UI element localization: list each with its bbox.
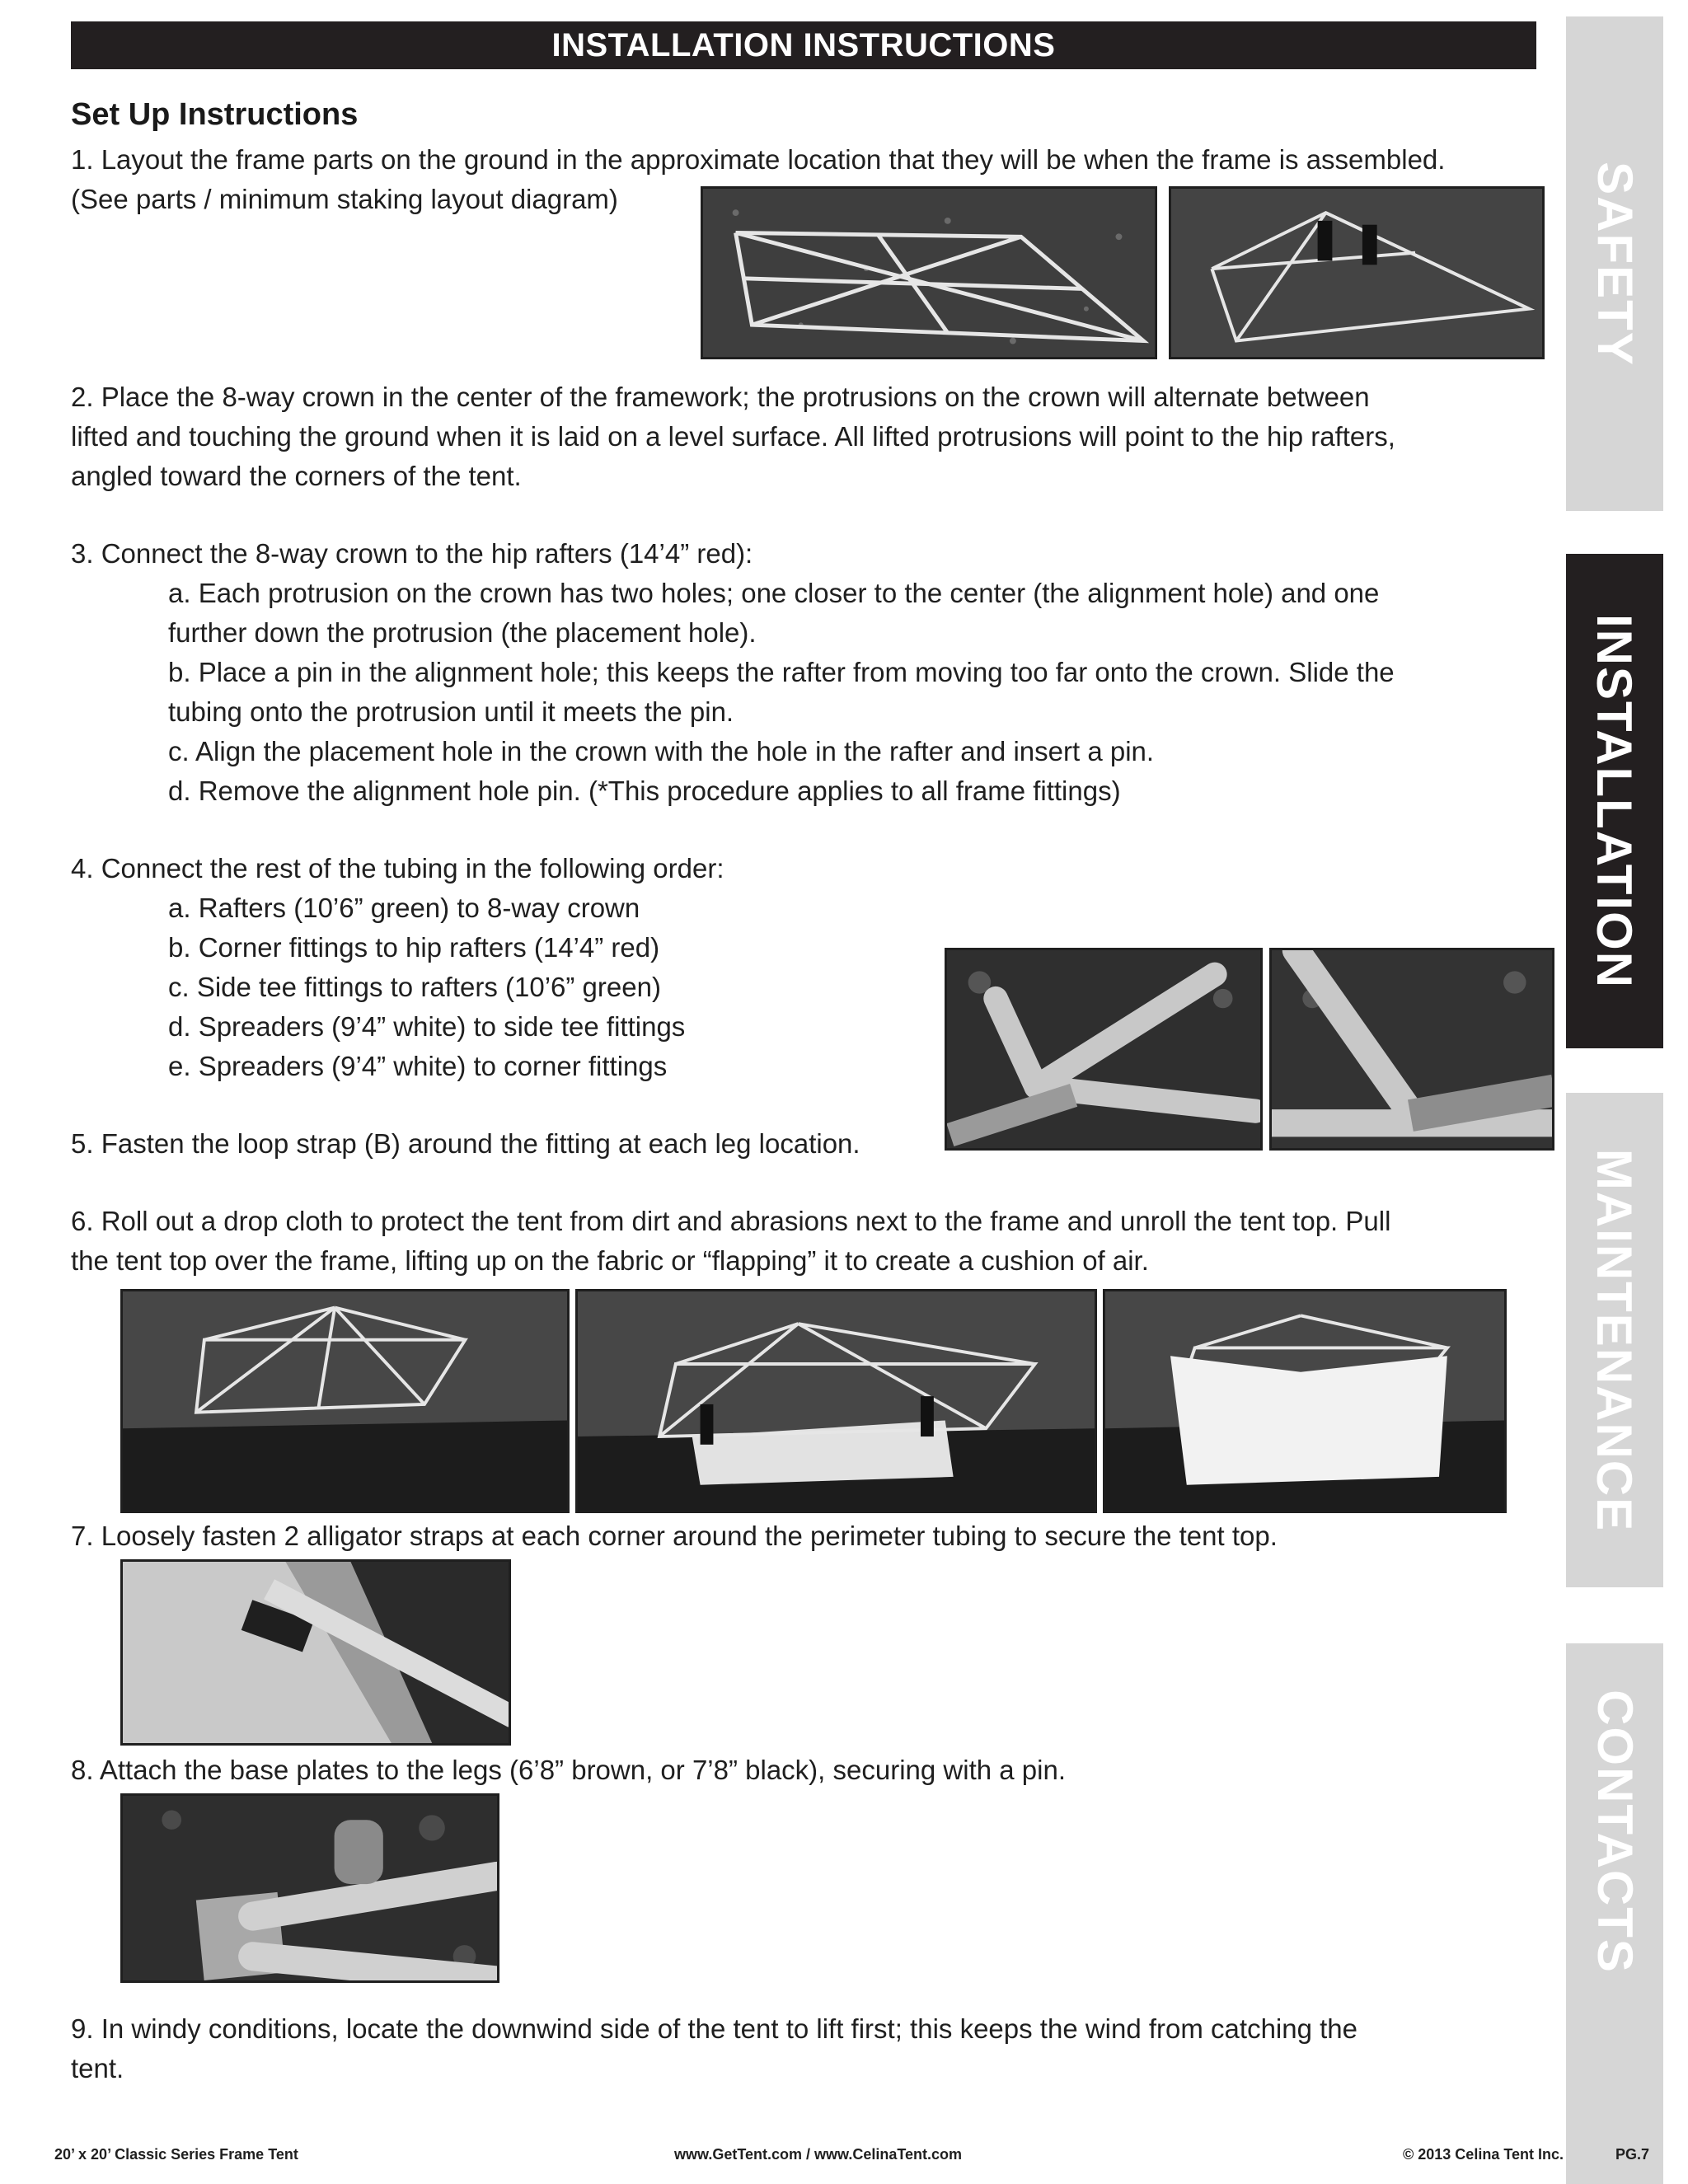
frame-layout-photo [701,186,1157,359]
corner-fitting-photo [945,948,1263,1151]
step-3: 3. Connect the 8-way crown to the hip rafters (14’4” red): a. Each protrusion on the crown has two holes; one closer to the center (the alignment hole) and one further down the protrusion (the placement hole). b. Place a pin in the alignment hole; this keeps the rafter from moving too far onto the crown. Slide the tubing onto the protrusion until it meets the pin. c. Align the placement hole in the crown with the hole in the rafter and insert a pin. d. Remove the alignment hole pin. (*This procedure applies to all frame fittings) [71,538,1395,806]
step-8: 8. Attach the base plates to the legs (6’8” brown, or 7’8” black), securing with a pin. [71,1755,1066,1785]
unroll-top-photo [575,1289,1097,1513]
step-2: 2. Place the 8-way crown in the center of the framework; the protrusions on the crown will alternate between lifted and touching the ground when it is laid on a level surface. All lifted protrusions will point to the hip rafters, angled toward the corners of the tent. [71,382,1395,491]
step-9: 9. In windy conditions, locate the downwind side of the tent to lift first; this keeps the wind from catching the tent. [71,2013,1358,2083]
step-1: 1. Layout the frame parts on the ground in the approximate location that they will be when the frame is assembled. (See parts / minimum staking layout diagram) [71,144,1446,214]
step-4: 4. Connect the rest of the tubing in the following order: a. Rafters (10’6” green) to 8-way crown b. Corner fittings to hip rafters (14’4” red) c. Side tee fittings to rafters (10’6” green) d. Spreaders (9’4” white) to side tee fittings e. Spreaders (9’4” white) to corner fittings [71,853,724,1081]
drop-cloth-photo [120,1289,570,1513]
tab-safety[interactable]: SAFETY [1566,16,1663,511]
step-7: 7. Loosely fasten 2 alligator straps at each corner around the perimeter tubing to secure the tent top. [71,1521,1278,1551]
loop-strap-photo [1269,948,1554,1151]
page-number: PG.7 [1615,2146,1650,2163]
flap-top-photo [1103,1289,1507,1513]
tab-maintenance[interactable]: MAINTENANCE [1566,1093,1663,1587]
alligator-strap-photo [120,1559,511,1746]
step-6: 6. Roll out a drop cloth to protect the tent from dirt and abrasions next to the frame and unroll the tent top. Pull the tent top over the frame, lifting up on the fabric or “flapping” it to create a cushion of air. [71,1206,1391,1276]
base-plate-photo [120,1793,499,1983]
page-header: INSTALLATION INSTRUCTIONS [71,21,1536,69]
footer-copyright: © 2013 Celina Tent Inc. [1403,2146,1564,2163]
step-5: 5. Fasten the loop strap (B) around the fitting at each leg location. [71,1128,860,1159]
footer-title: 20’ x 20’ Classic Series Frame Tent [54,2146,298,2163]
tab-installation[interactable]: INSTALLATION [1566,554,1663,1048]
tab-contacts[interactable]: CONTACTS [1566,1643,1663,2019]
section-subtitle: Set Up Instructions [71,97,359,132]
footer-websites[interactable]: www.GetTent.com / www.CelinaTent.com [674,2146,963,2163]
frame-assembly-photo [1169,186,1545,359]
